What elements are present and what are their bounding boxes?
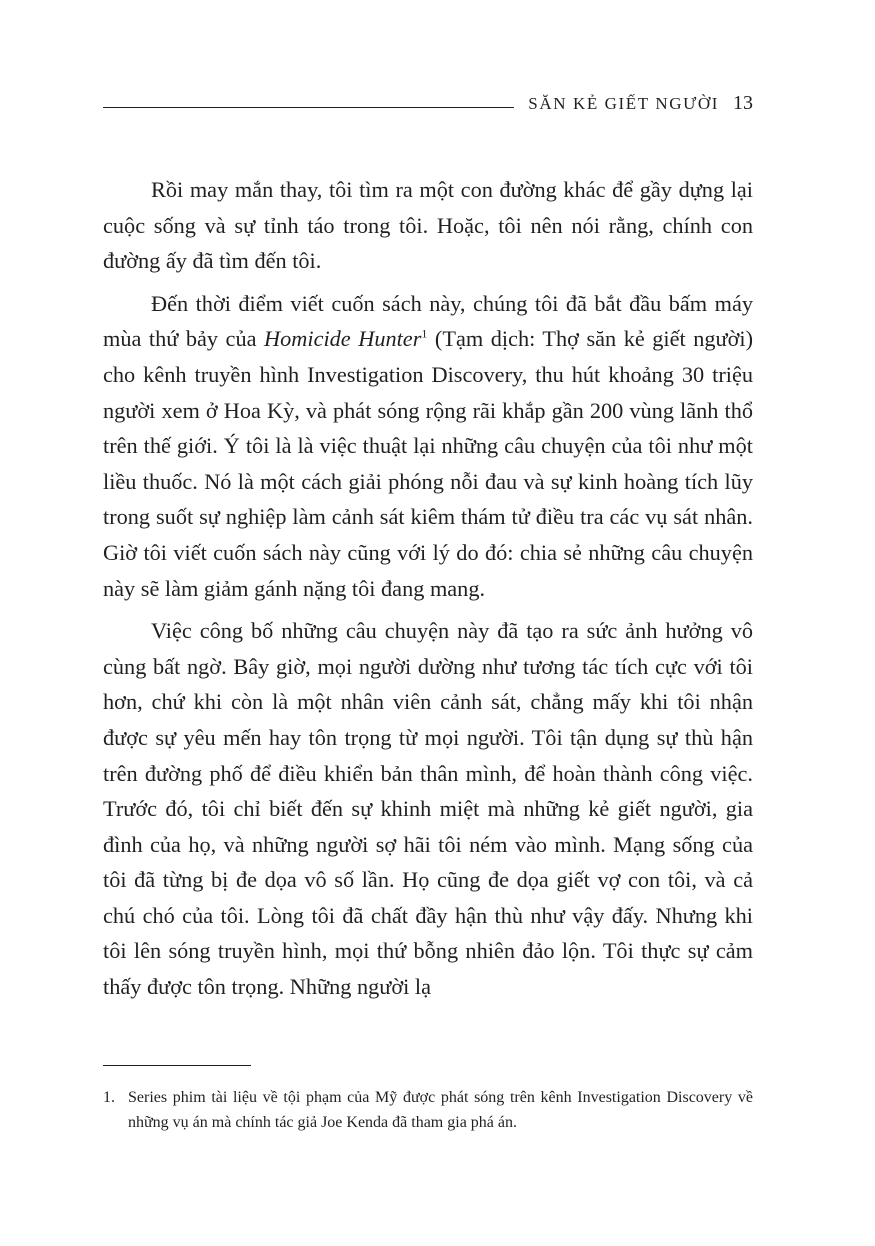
page-number: 13 [733, 92, 753, 114]
footnote-text: Series phim tài liệu về tội phạm của Mỹ được phát sóng trên kênh Investigation Discovery về những vụ án mà chính tác giả Joe Kenda đã tham gia phá án. [128, 1089, 753, 1131]
paragraph: Rồi may mắn thay, tôi tìm ra một con đường khác để gầy dựng lại cuộc sống và sự tỉnh táo trong tôi. Hoặc, tôi nên nói rằng, chính con đường ấy đã tìm đến tôi. [103, 177, 753, 274]
footnote-rule [103, 1065, 251, 1066]
footnote-number: 1. [103, 1089, 115, 1106]
series-title: Homicide Hunter [264, 326, 422, 352]
running-title: SĂN KẺ GIẾT NGƯỜI [528, 94, 719, 113]
footnote [103, 1085, 753, 1135]
header-rule [103, 107, 514, 108]
paragraph-text: (Tạm dịch: Thợ săn kẻ giết người) cho kênh truyền hình Investigation Discovery, thu hút khoảng 30 triệu người xem ở Hoa Kỳ, và phát sóng rộng rãi khắp gần 200 vùng lãnh thổ trên thế giới. Ý tôi là là việc thuật lại những câu chuyện của tôi như một liều thuốc. Nó là một cách giải phóng nỗi đau và sự kinh hoàng tích lũy trong suốt sự nghiệp làm cảnh sát kiêm thám tử điều tra các vụ sát nhân. Giờ tôi viết cuốn sách này cũng với lý do đó: chia sẻ những câu chuyện này sẽ làm giảm gánh nặng tôi đang mang. [103, 326, 753, 601]
paragraph: Việc công bố những câu chuyện này đã tạo ra sức ảnh hưởng vô cùng bất ngờ. Bây giờ, mọi người dường như tương tác tích cực với tôi hơn, chứ khi còn là một nhân viên cảnh sát, chẳng mấy khi tôi nhận được sự yêu mến hay tôn trọng từ mọi người. Tôi tận dụng sự thù hận trên đường phố để điều khiển bản thân mình, để hoàn thành công việc. Trước đó, tôi chỉ biết đến sự khinh miệt mà những kẻ giết người, gia đình của họ, và những người sợ hãi tôi ném vào mình. Mạng sống của tôi đã từng bị đe dọa vô số lần. Họ cũng đe dọa giết vợ con tôi, và cả chú chó của tôi. Lòng tôi đã chất đầy hận thù như vậy đấy. Nhưng khi tôi lên sóng truyền hình, mọi thứ bỗng nhiên đảo lộn. Tôi thực sự cảm thấy được tôn trọng. Những người lạ [103, 618, 753, 1000]
footnote-reference: 1 [421, 326, 428, 341]
paragraph [103, 286, 753, 606]
paragraph-text: Đến thời điểm viết cuốn sách này, chúng tôi đã bắt đầu bấm máy mùa thứ bảy của [103, 290, 753, 352]
body-text [103, 172, 753, 1012]
page-header [103, 92, 753, 114]
